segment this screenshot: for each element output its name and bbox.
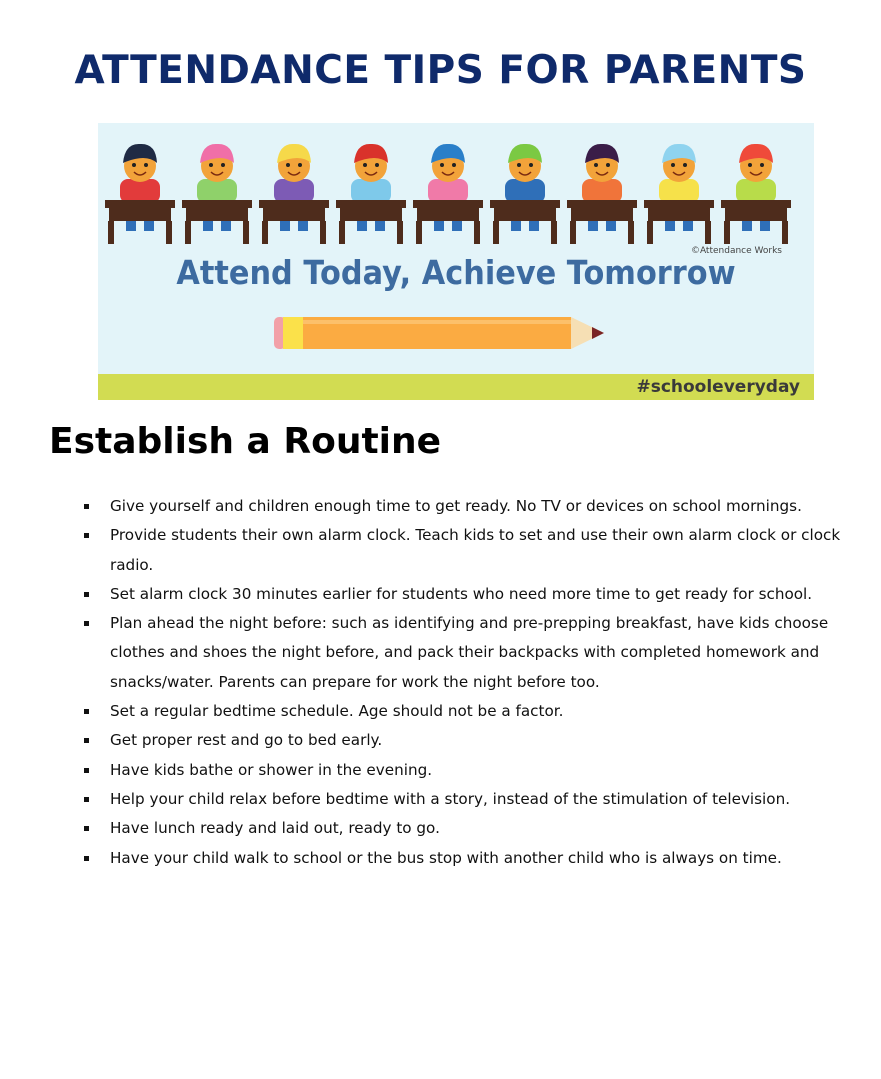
student-leg [588,221,598,231]
square-bullet-icon [84,826,89,831]
student-leg [511,221,521,231]
desk [105,200,175,208]
student-shirt [582,179,622,203]
student-shirt [428,179,468,203]
tips-list [84,492,844,873]
student-leg [683,221,693,231]
desk [725,208,787,221]
desk-leg [416,221,422,244]
tip-list-item [84,521,844,580]
desk-leg [166,221,172,244]
desk [644,200,714,208]
desk [490,200,560,208]
desk [186,208,248,221]
square-bullet-icon [84,797,89,802]
desk-leg [108,221,114,244]
tip-list-item [84,844,844,873]
desk [340,208,402,221]
tip-list-item [84,785,844,814]
student-eye [363,163,367,167]
page-title: ATTENDANCE TIPS FOR PARENTS [74,48,807,93]
desk-leg [551,221,557,244]
desk [571,208,633,221]
student-eye [440,163,444,167]
student-eye [683,163,687,167]
attendance-banner [98,123,814,400]
desk [263,208,325,221]
banner-footer-band [98,374,814,400]
section-heading: Establish a Routine [49,421,442,462]
banner-tagline: Attend Today, Achieve Tomorrow [176,253,736,292]
student-leg [529,221,539,231]
student-eye [144,163,148,167]
desk [648,208,710,221]
tip-text: Have kids bathe or shower in the evening. [110,760,433,779]
tip-text: Set alarm clock 30 minutes earlier for students who need more time to get ready for school. [110,584,813,603]
student-leg [144,221,154,231]
student-leg [375,221,385,231]
copyright-notice: ©Attendance Works [690,246,782,256]
pencil-highlight [303,320,571,324]
square-bullet-icon [84,738,89,743]
student-leg [126,221,136,231]
square-bullet-icon [84,856,89,861]
pencil-lead [592,327,604,339]
tip-list-item [84,697,844,726]
tip-text: Help your child relax before bedtime with a story, instead of the stimulation of television. [110,789,791,808]
desk [413,200,483,208]
desk-leg [320,221,326,244]
desk-leg [628,221,634,244]
student-leg [280,221,290,231]
pencil-band [283,317,303,349]
tip-list-item [84,609,844,697]
student-eye [517,163,521,167]
desk-leg [185,221,191,244]
student-eye [594,163,598,167]
student-eye [132,163,136,167]
desk [567,200,637,208]
student-leg [742,221,752,231]
desk-leg [705,221,711,244]
tip-list-item [84,726,844,755]
student-leg [760,221,770,231]
desk [336,200,406,208]
student-leg [665,221,675,231]
tip-text: Get proper rest and go to bed early. [110,731,383,750]
desk-leg [782,221,788,244]
tip-list-item [84,814,844,843]
student-eye [760,163,764,167]
desk [417,208,479,221]
desk [494,208,556,221]
tip-text: Plan ahead the night before: such as identifying and pre-prepping breakfast, have kids choose clothes and shoes the night before, and pack their backpacks with completed homework and snacks/water. Parents can prepare for work the night before too. [110,614,829,691]
desk-leg [474,221,480,244]
tip-list-item [84,492,844,521]
square-bullet-icon [84,621,89,626]
tip-text: Give yourself and children enough time to get ready. No TV or devices on school mornings. [110,497,802,515]
tip-list-item [84,756,844,785]
student-eye [298,163,302,167]
student-eye [452,163,456,167]
student-eye [209,163,213,167]
square-bullet-icon [84,768,89,773]
desk-leg [243,221,249,244]
desk [109,208,171,221]
student-leg [606,221,616,231]
student-eye [221,163,225,167]
desk [259,200,329,208]
square-bullet-icon [84,709,89,714]
desk-leg [493,221,499,244]
student-eye [529,163,533,167]
desk-leg [724,221,730,244]
student-shirt [505,179,545,203]
student-shirt [351,179,391,203]
student-leg [452,221,462,231]
student-eye [748,163,752,167]
desk-leg [397,221,403,244]
tip-list-item [84,580,844,609]
desk-leg [570,221,576,244]
student-shirt [659,179,699,203]
tip-text: Have your child walk to school or the bus stop with another child who is always on time. [110,848,782,867]
tip-text: Set a regular bedtime schedule. Age should not be a factor. [110,702,564,721]
desk [182,200,252,208]
desk-leg [339,221,345,244]
student-leg [203,221,213,231]
square-bullet-icon [84,533,89,538]
tip-text: Have lunch ready and laid out, ready to go. [110,819,440,838]
student-shirt [120,179,160,203]
student-leg [298,221,308,231]
tip-text: Provide students their own alarm clock. Teach kids to set and use their own alarm clock or clock radio. [110,526,841,574]
student-eye [375,163,379,167]
student-eye [286,163,290,167]
student-eye [671,163,675,167]
student-leg [434,221,444,231]
desk [721,200,791,208]
student-shirt [274,179,314,203]
square-bullet-icon [84,504,89,509]
student-leg [221,221,231,231]
desk-leg [262,221,268,244]
student-leg [357,221,367,231]
hashtag: #schooleveryday [636,377,800,397]
square-bullet-icon [84,592,89,597]
student-eye [606,163,610,167]
student-shirt [197,179,237,203]
desk-leg [647,221,653,244]
student-shirt [736,179,776,203]
